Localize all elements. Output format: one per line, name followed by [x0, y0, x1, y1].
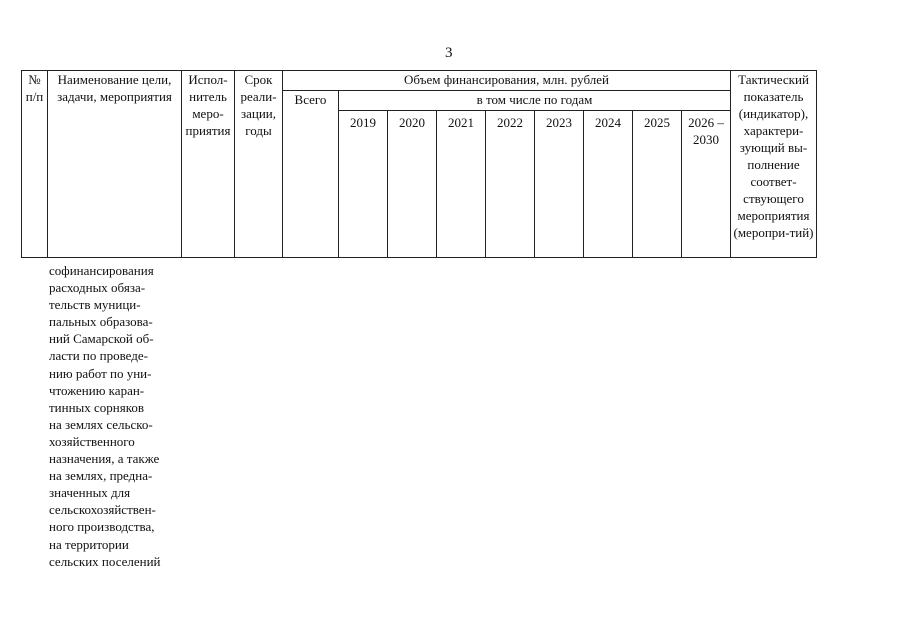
continuation-line: сельскохозяйствен- — [49, 502, 156, 518]
header-year: 2025 — [633, 111, 682, 258]
header-term: Срок реали-зации, годы — [235, 71, 283, 258]
continuation-line: сельских поселений — [49, 553, 161, 569]
header-financing: Объем финансирования, млн. рублей — [283, 71, 731, 91]
header-total: Всего — [283, 91, 339, 258]
header-year: 2022 — [486, 111, 535, 258]
header-year: 2023 — [535, 111, 584, 258]
continuation-line: расходных обяза- — [49, 280, 146, 296]
continuation-line: пальных образова- — [49, 314, 153, 330]
financing-table — [21, 70, 817, 258]
continuation-line: ний Самарской об- — [49, 331, 154, 347]
continuation-line: чтожению каран- — [49, 382, 145, 398]
header-year: 2026 – 2030 — [682, 111, 731, 258]
continuation-line: софинансирования — [49, 263, 154, 278]
header-year: 2021 — [437, 111, 486, 258]
header-year: 2020 — [388, 111, 437, 258]
header-name: Наименование цели, задачи, мероприятия — [48, 71, 182, 258]
continuation-line: на землях сельско- — [49, 416, 153, 432]
continuation-line: нию работ по уни- — [49, 365, 152, 381]
header-year: 2019 — [339, 111, 388, 258]
continuation-text — [49, 262, 185, 570]
continuation-line: ного производства, — [49, 519, 155, 535]
continuation-line: значенных для — [49, 485, 131, 501]
header-number: № п/п — [22, 71, 48, 258]
page-number: 3 — [445, 45, 453, 61]
continuation-line: тельств муници- — [49, 297, 141, 313]
continuation-line: на территории — [49, 536, 129, 552]
continuation-line: тинных сорняков — [49, 399, 145, 415]
continuation-line: хозяйственного — [49, 433, 135, 449]
continuation-line: ласти по проведе- — [49, 348, 148, 364]
header-indicator: Тактический показатель (индикатор), характери-зующий вы-полнение соответ-ствующего мероприятия (меропри-тий) — [731, 71, 817, 258]
header-by-years: в том числе по годам — [339, 91, 731, 111]
continuation-line: назначения, а также — [49, 451, 160, 467]
header-executor: Испол-нитель меро-приятия — [182, 71, 235, 258]
header-year: 2024 — [584, 111, 633, 258]
continuation-line: на землях, предна- — [49, 468, 153, 484]
